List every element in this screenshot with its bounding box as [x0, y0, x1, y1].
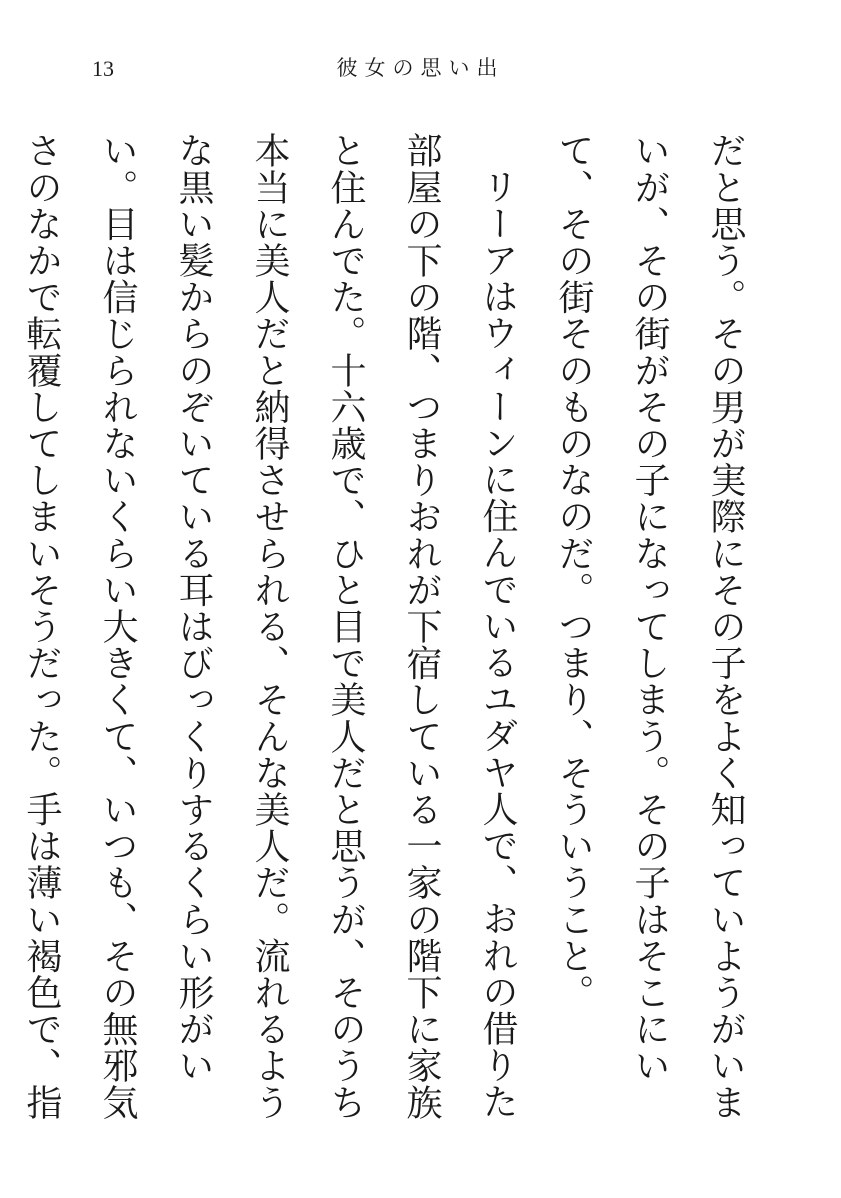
paragraph-1: [535, 132, 763, 1152]
running-title: 彼女の思い出: [336, 56, 505, 80]
body-text: [21, 132, 763, 1152]
page-number: 13: [92, 56, 114, 81]
paragraph-1-text: だと思う。その男が実際にその子をよく知っていようがいまいが、その街がその子になってしまう。その子はそこにいて、その街そのものなのだ。つまり、そういうこと。: [553, 132, 746, 1121]
paragraph-2-text-a: リーアはウィーンに住んでいるユダヤ人で、おれの借りた部屋の下の階、つまりおれが下宿している一家の階下に家族と住んでた。十六歳で、ひと目で美人だと思うが、そのうち本当に美人だと納得させられる、そんな美人だ。流れるような黒い髪からのぞいている耳はびっくりするくらい形がいい。目は信じられないくらい大きくて、いつも、その無邪気さのなかで転覆してしまいそうだった。手は薄い褐色で、指: [21, 132, 518, 1121]
paragraph-2: [0, 132, 535, 1152]
